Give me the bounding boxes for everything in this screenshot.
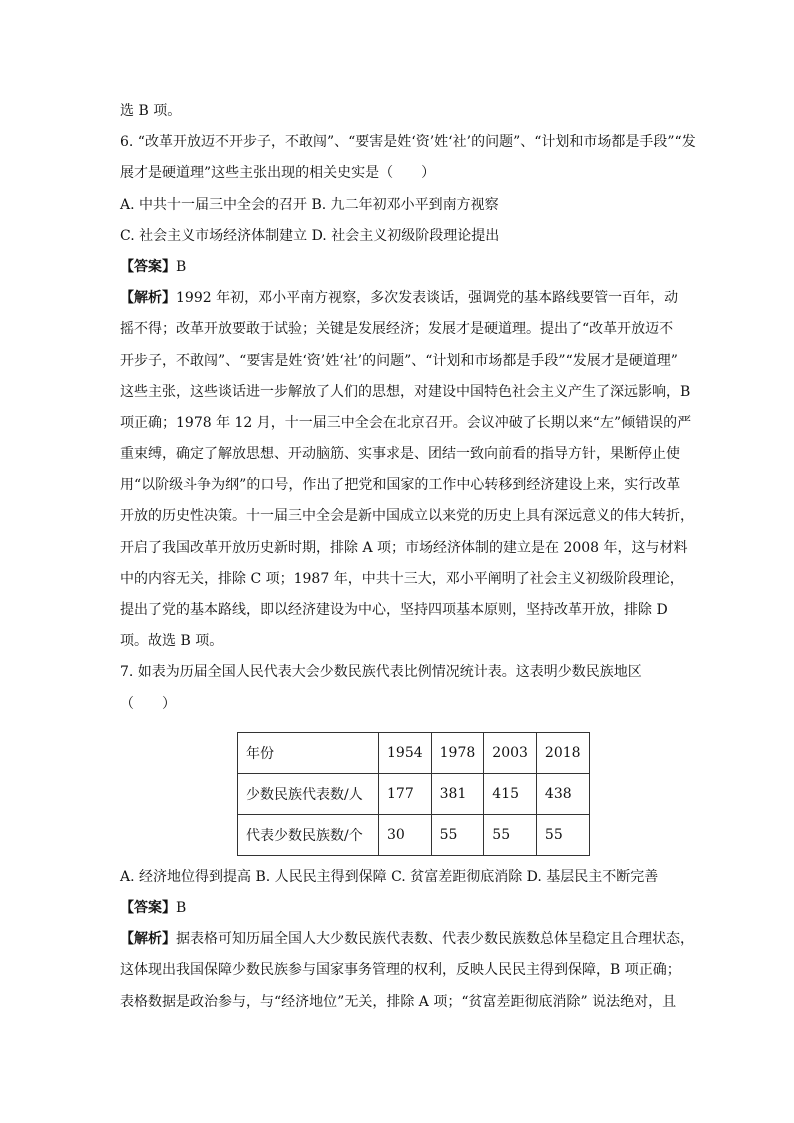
question-7-stem-cont: （ ） (120, 695, 176, 712)
table-cell: 55 (431, 814, 484, 855)
analysis-line (120, 924, 694, 955)
answer-tag: 【答案】 (120, 258, 176, 275)
table-cell: 438 (536, 773, 589, 814)
analysis-line (120, 283, 680, 314)
question-6-stem-cont: 展才是硬道理”这些主张出现的相关史实是（ ） (120, 165, 436, 182)
data-table (237, 732, 590, 856)
table-cell: 1978 (431, 732, 484, 773)
analysis-tag: 【解析】 (120, 290, 176, 307)
table-cell: 2018 (536, 732, 589, 773)
question-6-stem: 6. “改革开放迈不开步子，不敢闯”、“要害是姓‘资’姓‘社’的问题”、“计划和市场都是手段”“发 (120, 134, 696, 151)
analysis-text: 1992 年初，邓小平南方视察，多次发表谈话，强调党的基本路线要管一百年，动 (176, 290, 679, 307)
table-cell: 30 (379, 814, 432, 855)
question-7-stem: 7. 如表为历届全国人民代表大会少数民族代表比例情况统计表。这表明少数民族地区 (120, 664, 642, 681)
table-row (238, 814, 590, 855)
analysis-text: 据表格可知历届全国人大少数民族代表数、代表少数民族数总体呈稳定且合理状态， (176, 931, 694, 948)
analysis-line: 用“以阶级斗争为纲”的口号，作出了把党和国家的工作中心转移到经济建设上来，实行改革 (120, 477, 681, 494)
analysis-line: 开放的历史性决策。十一届三中全会是新中国成立以来党的历史上具有深远意义的伟大转折， (120, 508, 694, 525)
analysis-line: 中的内容无关，排除 C 项；1987 年，中共十三大，邓小平阐明了社会主义初级阶段理论， (120, 570, 684, 587)
answer-value: B (176, 258, 187, 275)
analysis-line: 表格数据是政治参与，与“经济地位”无关，排除 A 项；“贫富差距彻底消除” 说法绝对，且 (120, 993, 677, 1010)
table-cell: 代表少数民族数/个 (238, 814, 379, 855)
table-cell: 55 (484, 814, 537, 855)
analysis-line: 提出了党的基本路线，即以经济建设为中心，坚持四项基本原则，坚持改革开放，排除 D (120, 602, 668, 618)
analysis-tag: 【解析】 (120, 931, 176, 948)
answer-tag: 【答案】 (120, 899, 176, 916)
analysis-line: 重束缚，确定了解放思想、开动脑筋、实事求是、团结一致向前看的指导方针，果断停止使 (120, 446, 680, 463)
table-cell: 少数民族代表数/人 (238, 773, 379, 814)
question-6-options-ab: A. 中共十一届三中全会的召开 B. 九二年初邓小平到南方视察 (120, 196, 499, 213)
analysis-line: 这些主张，这些谈话进一步解放了人们的思想，对建设中国特色社会主义产生了深远影响，B (120, 383, 691, 400)
analysis-line: 这体现出我国保障少数民族参与国家事务管理的权利，反映人民民主得到保障，B 项正确； (120, 962, 681, 979)
question-7-options: A. 经济地位得到提高 B. 人民民主得到保障 C. 贫富差距彻底消除 D. 基层民主不断完善 (120, 868, 659, 885)
table-cell: 177 (379, 773, 432, 814)
table-row (238, 732, 590, 773)
table-cell: 1954 (379, 732, 432, 773)
text-line: 选 B 项。 (120, 103, 182, 119)
analysis-line: 摇不得；改革开放要敢于试验；关键是发展经济；发展才是硬道理。提出了“改革开放迈不 (120, 321, 674, 338)
table-cell: 381 (431, 773, 484, 814)
table-cell: 415 (484, 773, 537, 814)
analysis-line: 项正确；1978 年 12 月，十一届三中全会在北京召开。会议冲破了长期以来“左”倾错误的严 (120, 414, 692, 431)
table-cell: 2003 (484, 732, 537, 773)
analysis-line: 开步子，不敢闯”、“要害是姓‘资’姓‘社’的问题”、“计划和市场都是手段”“发展才是硬道理” (120, 352, 678, 369)
analysis-line: 项。故选 B 项。 (120, 633, 224, 650)
answer-line-6 (120, 252, 680, 283)
answer-value: B (176, 899, 187, 916)
table-cell: 年份 (238, 732, 379, 773)
table-cell: 55 (536, 814, 589, 855)
answer-line-7 (120, 893, 680, 924)
table-row (238, 773, 590, 814)
analysis-line: 开启了我国改革开放历史新时期，排除 A 项；市场经济体制的建立是在 2008 年，这与材料 (120, 539, 688, 556)
document-page (120, 96, 696, 1018)
question-6-options-cd: C. 社会主义市场经济体制建立 D. 社会主义初级阶段理论提出 (120, 227, 500, 244)
